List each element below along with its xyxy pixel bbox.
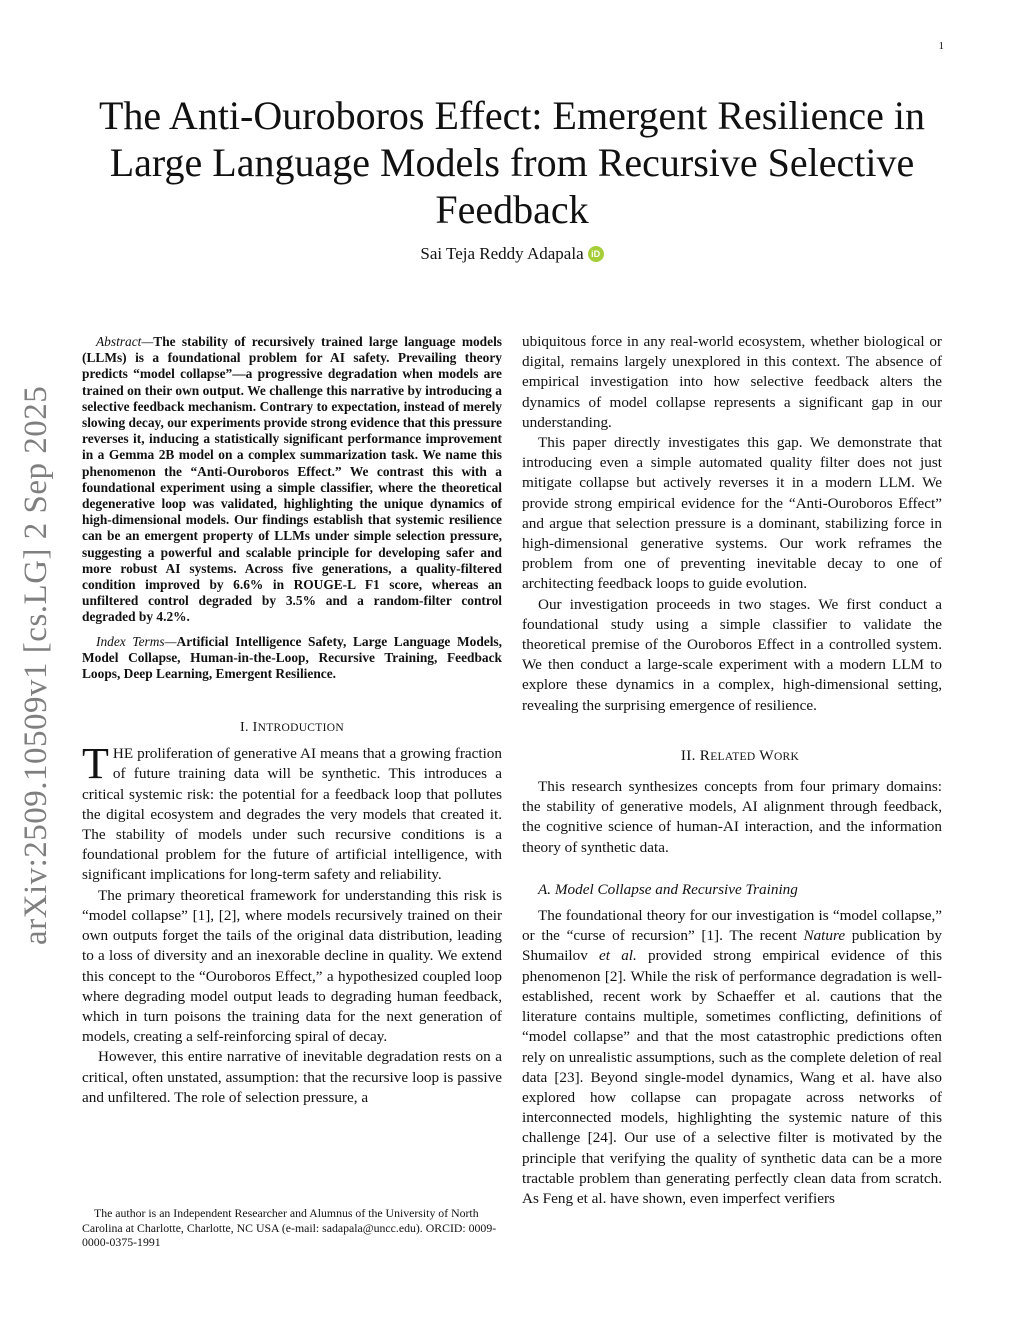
right-column [522, 332, 942, 1209]
page-number: 1 [938, 40, 944, 52]
abstract-text: The stability of recursively trained large language models (LLMs) is a foundational problem for AI safety. Prevailing theory predicts “model collapse”—a progressive degradation when models are trained on their own output. We challenge this narrative by introducing a selective feedback mechanism. Contrary to expectation, instead of merely slowing decay, our experiments provide strong evidence that this pressure reverses it, inducing a statistically significant performance improvement in a Gemma 2B model on a complex summarization task. We name this phenomenon the “Anti-Ouroboros Effect.” We contrast this with a foundational experiment using a simple classifier, where the theoretical degenerative loop was validated, highlighting the unique dynamics of high-dimensional models. Our findings establish that systemic resilience can be an emergent property of LLMs under simple selection pressure, suggesting a powerful and scalable principle for developing safer and more robust AI systems. Across five generations, a quality-filtered condition improved by 6.6% in ROUGE-L F1 score, whereas an unfiltered control degraded by 3.5% and a random-filter control degraded by 4.2%. [82, 334, 502, 625]
abstract-label: Abstract— [96, 334, 154, 349]
subsection-heading-model-collapse: A. Model Collapse and Recursive Training [538, 880, 798, 898]
intro-paragraph-3: However, this entire narrative of inevitable degradation rests on a critical, often unstated, assumption: that the recursive loop is passive and unfiltered. The role of selection pressure, a [82, 1048, 502, 1106]
section-heading-introduction: I. INTRODUCTION [240, 720, 344, 736]
orcid-icon[interactable]: iD [588, 246, 604, 262]
right-paragraph-2: This paper directly investigates this gap. We demonstrate that introducing even a simple automated quality filter does not just mitigate collapse but actively reverses it in a modern LLM. We provide strong empirical evidence for the “Anti-Ouroboros Effect” and argue that selection pressure is a dominant, stabilizing force in high-dimensional generative systems. Our work reframes the problem from one of preventing inevitable decay to one of architecting feedback loops to guide evolution. [522, 434, 942, 593]
title-line-2: Large Language Models from Recursive Selective [109, 140, 915, 185]
author-line [0, 244, 1024, 264]
left-column [82, 334, 502, 1108]
title-line-1: The Anti-Ouroboros Effect: Emergent Resilience in [98, 93, 926, 138]
abstract [82, 334, 502, 626]
index-terms [82, 634, 502, 683]
author-name: Sai Teja Reddy Adapala [420, 244, 584, 263]
index-terms-label: Index Terms— [96, 633, 177, 649]
title-line-3: Feedback [435, 187, 589, 232]
model-collapse-paragraph: The foundational theory for our investigation is “model collapse,” or the “curse of recursion” [1]. The recent Nature publication by Shumailov et al. provided strong empirical evidence of this phenomenon [2]. While the risk of performance degradation is well-established, recent work by Schaeffer et al. cautions that the literature contains multiple, sometimes conflicting, definitions of “model collapse” and that the most catastrophic predictions often rely on unrealistic assumptions, such as the complete deletion of real data [23]. Beyond single-model dynamics, Wang et al. have also explored how collapse can propagate across networks of interconnected models, highlighting the systemic nature of this challenge [24]. Our use of a selective filter is motivated by the principle that verifying the quality of synthetic data can be a more tractable problem than generating perfectly clean data from scratch. As Feng et al. have shown, even imperfect verifiers [522, 907, 942, 1207]
footnote [82, 1206, 502, 1250]
right-paragraph-1: ubiquitous force in any real-world ecosystem, whether biological or digital, remains largely unexplored in this context. The absence of empirical investigation into how selective feedback alters the dynamics of model collapse represents a significant gap in our understanding. [522, 333, 942, 431]
related-work-intro: This research synthesizes concepts from four primary domains: the stability of generative models, AI alignment through feedback, the cognitive science of human-AI interaction, and the information theory of synthetic data. [522, 778, 942, 856]
author-affiliation-footnote: The author is an Independent Researcher and Alumnus of the University of North Carolina at Charlotte, Charlotte, NC USA (e-mail: sadapala@uncc.edu). ORCID: 0009-0000-0375-1991 [82, 1206, 497, 1250]
arxiv-identifier-stamp: arXiv:2509.10509v1 [cs.LG] 2 Sep 2025 [18, 385, 54, 945]
intro-paragraph-1: THE proliferation of generative AI means that a growing fraction of future training data will be synthetic. This introduces a critical systemic risk: the potential for a feedback loop that pollutes the digital ecosystem and degrades the very models that created it. The stability of models under such recursive conditions is a foundational problem for the future of artificial intelligence, with significant implications for long-term safety and reliability. [82, 739, 502, 884]
index-terms-text: Artificial Intelligence Safety, Large Language Models, Model Collapse, Human-in-the-Loop, Recursive Training, Feedback Loops, Deep Learning, Emergent Resilience. [82, 633, 502, 682]
paper-title [60, 92, 964, 233]
intro-paragraph-2: The primary theoretical framework for understanding this risk is “model collapse” [1], [2], where models recursively trained on their own outputs forget the tails of the original data distribution, leading to a loss of diversity and an inexorable decline in quality. We extend this concept to the “Ouroboros Effect,” a hypothesized coupled loop where degrading model output leads to degrading human feedback, which in turn poisons the training data for the next generation of models, creating a self-reinforcing spiral of decay. [82, 886, 502, 1046]
right-paragraph-3: Our investigation proceeds in two stages. We first conduct a foundational study using a simple classifier to validate the theoretical premise of the Ouroboros Effect in a controlled system. We then conduct a large-scale experiment with a modern LLM to explore these dynamics in a complex, high-dimensional setting, revealing the surprising emergence of resilience. [522, 595, 942, 714]
drop-cap: T [82, 739, 109, 789]
journal-name: Nature [803, 927, 846, 945]
section-heading-related-work: II. RELATED WORK [680, 746, 800, 764]
intro-lead-word: HE [112, 745, 134, 763]
introduction-body [82, 739, 502, 1108]
